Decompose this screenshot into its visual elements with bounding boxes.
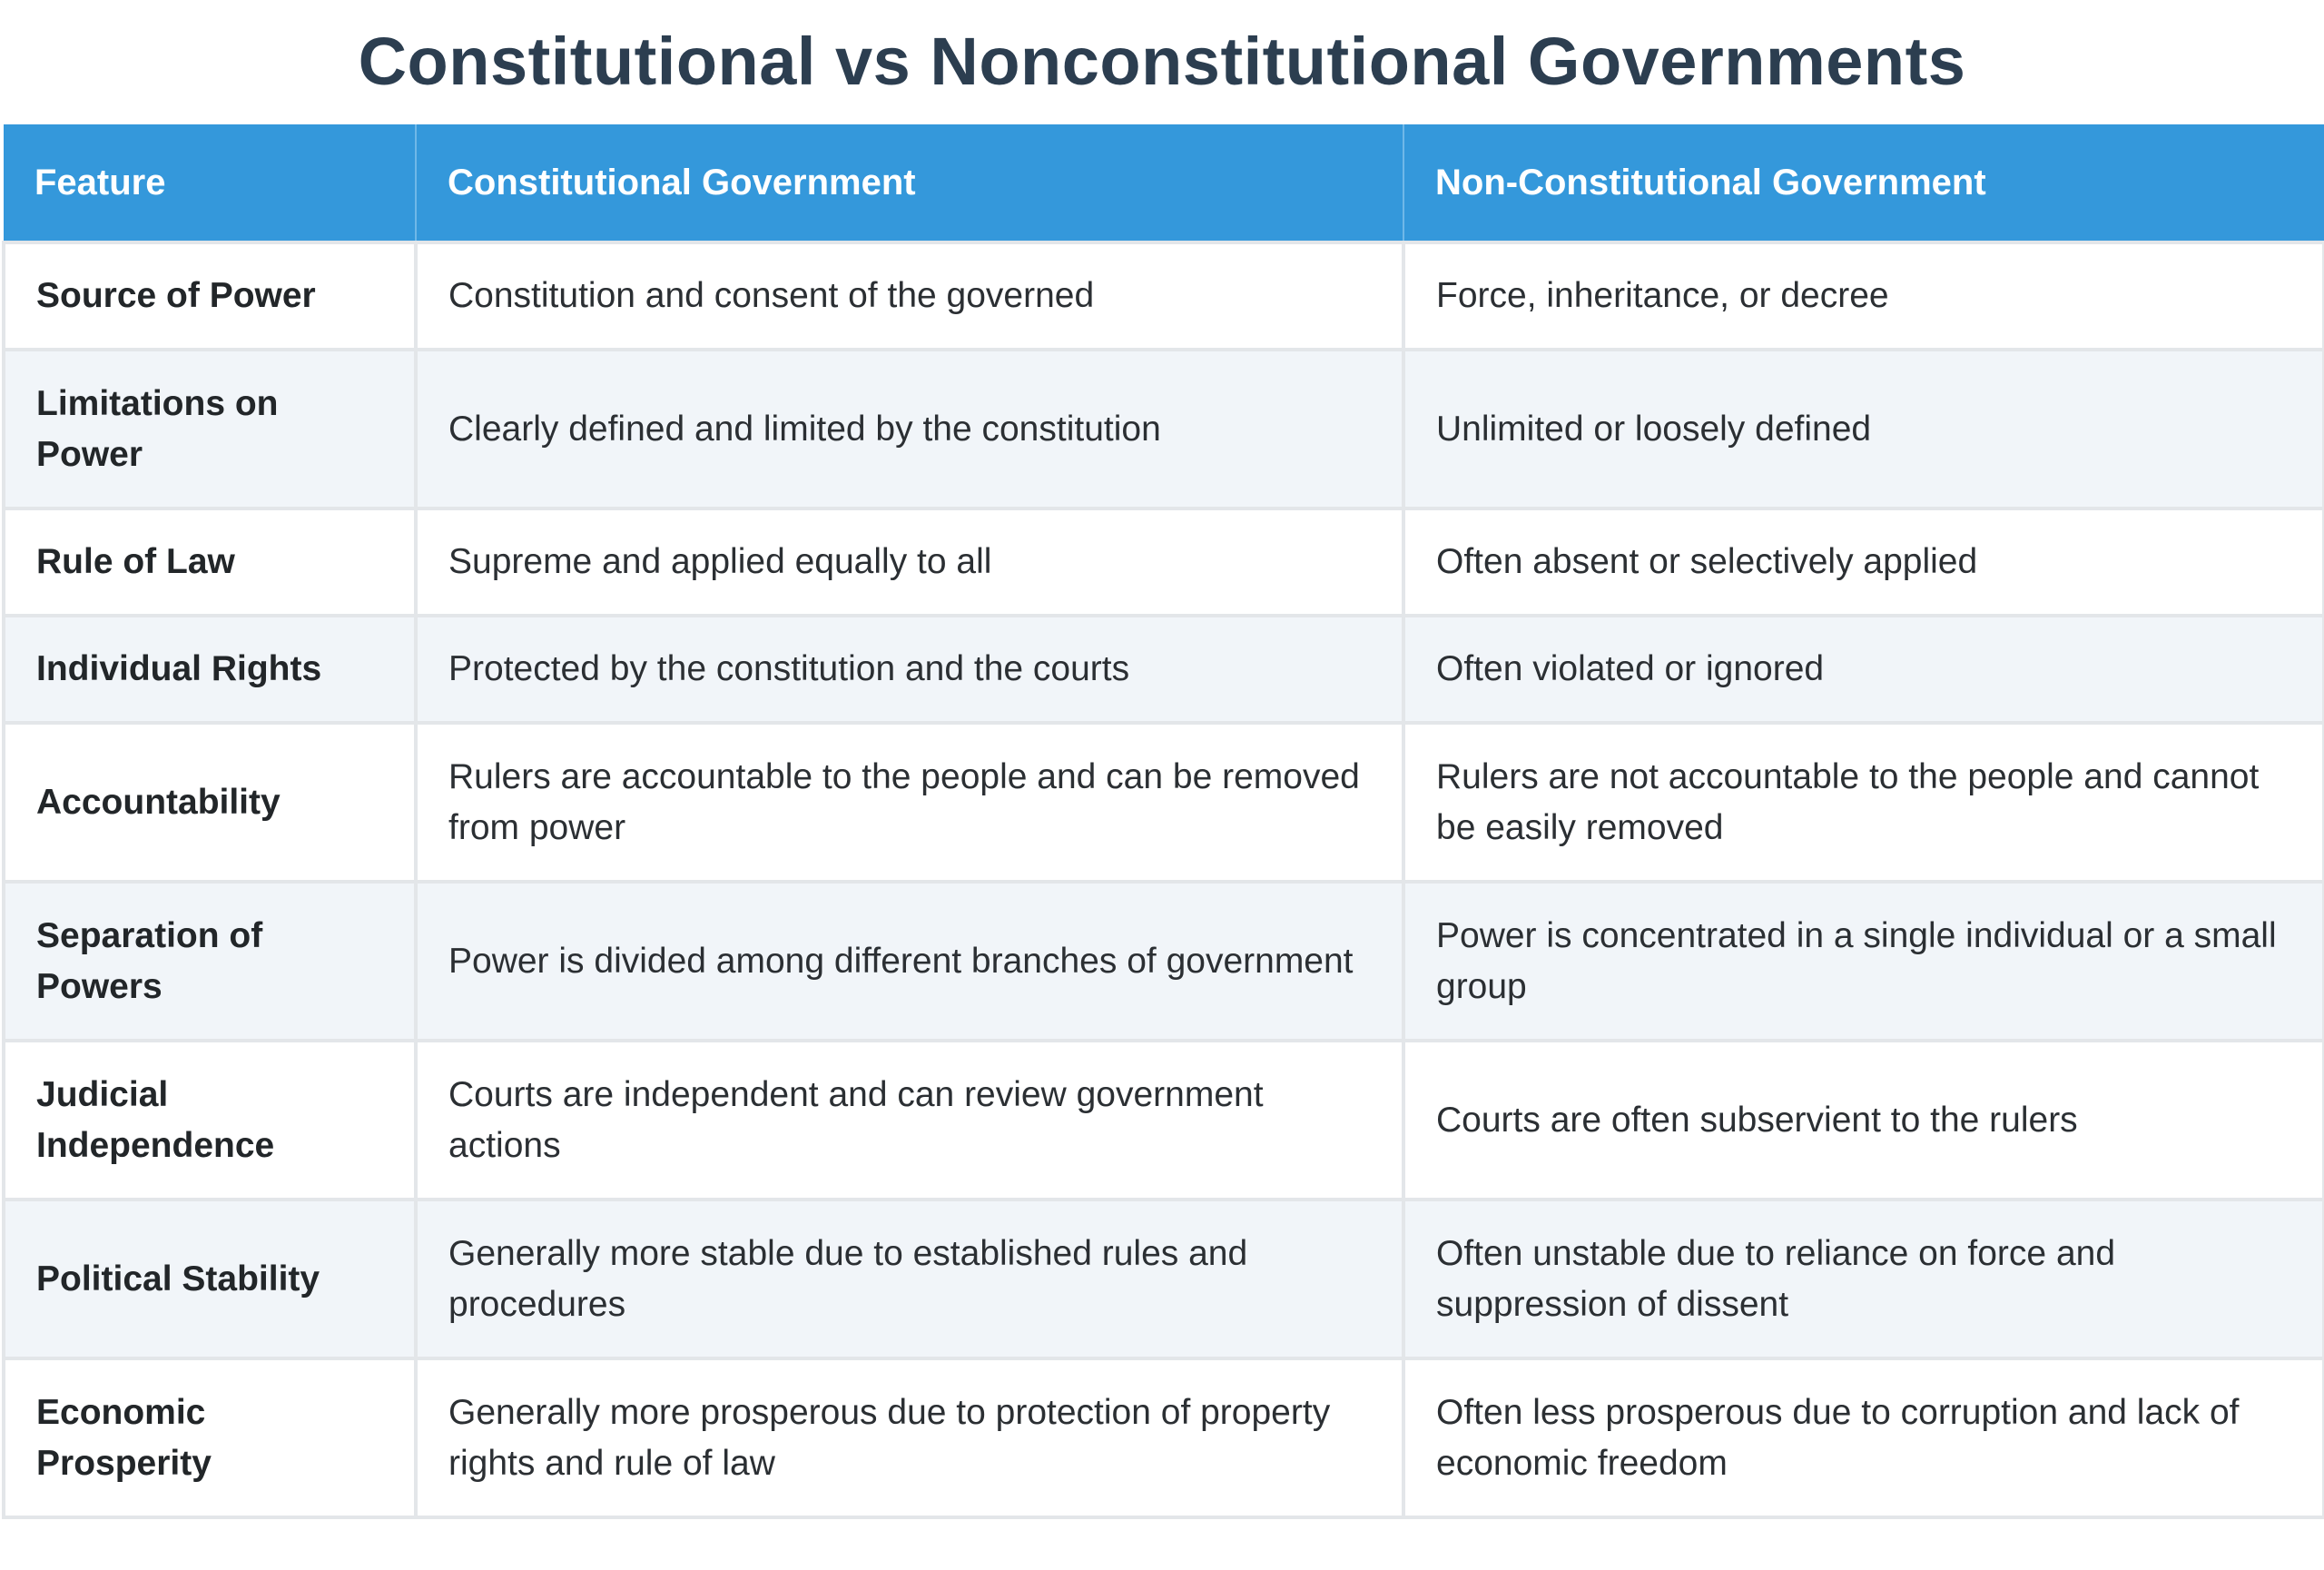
table-row xyxy=(4,882,2324,1041)
constitutional-cell: Generally more prosperous due to protection of property rights and rule of law xyxy=(416,1358,1403,1517)
table-row xyxy=(4,616,2324,723)
header-constitutional: Constitutional Government xyxy=(416,124,1403,242)
header-row xyxy=(4,124,2324,242)
feature-cell: Judicial Independence xyxy=(4,1041,416,1200)
constitutional-cell: Courts are independent and can review government actions xyxy=(416,1041,1403,1200)
table-row xyxy=(4,1358,2324,1517)
feature-cell: Political Stability xyxy=(4,1200,416,1358)
constitutional-cell: Power is divided among different branches of government xyxy=(416,882,1403,1041)
feature-cell: Economic Prosperity xyxy=(4,1358,416,1517)
comparison-table xyxy=(2,124,2324,1519)
page-title: Constitutional vs Nonconstitutional Governments xyxy=(358,24,1966,99)
table-row xyxy=(4,242,2324,350)
non-constitutional-cell: Power is concentrated in a single individual or a small group xyxy=(1403,882,2324,1041)
constitutional-cell: Supreme and applied equally to all xyxy=(416,509,1403,616)
non-constitutional-cell: Often absent or selectively applied xyxy=(1403,509,2324,616)
table-row xyxy=(4,1200,2324,1358)
constitutional-cell: Constitution and consent of the governed xyxy=(416,242,1403,350)
table-row xyxy=(4,723,2324,882)
feature-cell: Source of Power xyxy=(4,242,416,350)
table-row xyxy=(4,1041,2324,1200)
header-feature: Feature xyxy=(4,124,416,242)
constitutional-cell: Protected by the constitution and the courts xyxy=(416,616,1403,723)
feature-cell: Individual Rights xyxy=(4,616,416,723)
non-constitutional-cell: Unlimited or loosely defined xyxy=(1403,350,2324,509)
non-constitutional-cell: Often violated or ignored xyxy=(1403,616,2324,723)
constitutional-cell: Generally more stable due to established rules and procedures xyxy=(416,1200,1403,1358)
feature-cell: Accountability xyxy=(4,723,416,882)
non-constitutional-cell: Often unstable due to reliance on force and suppression of dissent xyxy=(1403,1200,2324,1358)
constitutional-cell: Rulers are accountable to the people and can be removed from power xyxy=(416,723,1403,882)
non-constitutional-cell: Rulers are not accountable to the people and cannot be easily removed xyxy=(1403,723,2324,882)
table-header xyxy=(4,124,2324,242)
constitutional-cell: Clearly defined and limited by the constitution xyxy=(416,350,1403,509)
non-constitutional-cell: Often less prosperous due to corruption and lack of economic freedom xyxy=(1403,1358,2324,1517)
feature-cell: Limitations on Power xyxy=(4,350,416,509)
feature-cell: Rule of Law xyxy=(4,509,416,616)
header-non-constitutional: Non-Constitutional Government xyxy=(1403,124,2324,242)
table-row xyxy=(4,509,2324,616)
feature-cell: Separation of Powers xyxy=(4,882,416,1041)
table-body xyxy=(4,242,2324,1517)
non-constitutional-cell: Force, inheritance, or decree xyxy=(1403,242,2324,350)
non-constitutional-cell: Courts are often subservient to the rulers xyxy=(1403,1041,2324,1200)
table-row xyxy=(4,350,2324,509)
